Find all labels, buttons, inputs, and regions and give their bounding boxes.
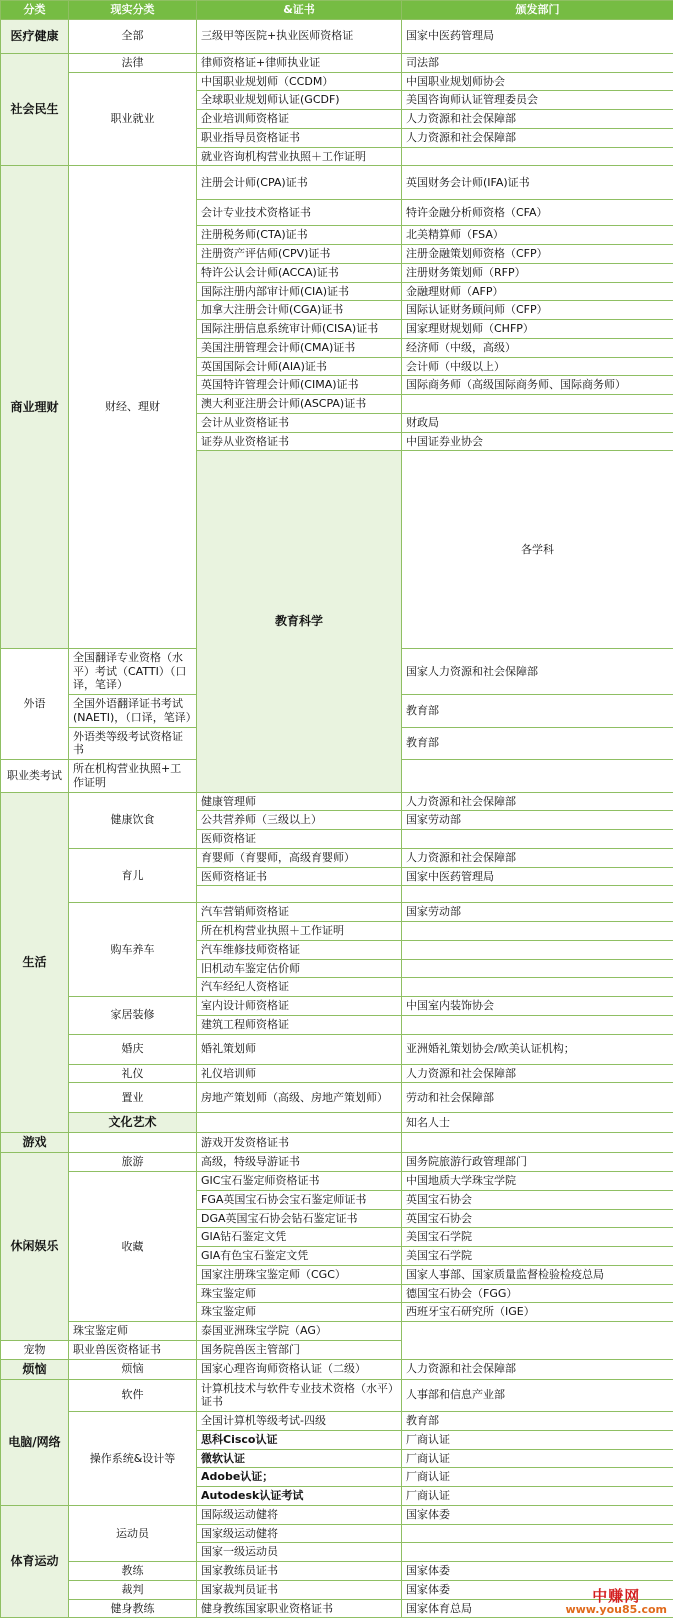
cell-certificate: 职业兽医资格证书 [69,1340,197,1359]
cell-issuer [402,830,673,849]
cell-certificate: 国家一级运动员 [197,1543,402,1562]
cell-certificate: 汽车经纪人资格证 [197,978,402,997]
cell-certificate: 健康管理师 [197,792,402,811]
cell-issuer: 国家劳动部 [402,903,673,922]
cell-issuer: 国务院兽医主管部门 [197,1340,402,1359]
cell-certificate: 英国特许管理会计师(CIMA)证书 [197,376,402,395]
watermark-site-name: 中赚网 [565,1588,667,1605]
cell-subcategory: 职业就业 [69,72,197,166]
cell-issuer: 英国宝石协会 [402,1190,673,1209]
cell-subcategory: 操作系统&设计等 [69,1412,197,1506]
table-row [1,1153,673,1172]
cell-subcategory: 旅游 [69,1153,197,1172]
cell-certificate [197,886,402,903]
table-row [1,1340,673,1359]
cell-certificate: 计算机技术与软件专业技术资格（水平）证书 [197,1379,402,1412]
cell-certificate: 旧机动车鉴定估价师 [197,959,402,978]
cell-subcategory [69,1133,197,1153]
cell-issuer: 国家体委 [402,1562,673,1581]
cell-issuer: 中国职业规划师协会 [402,72,673,91]
cell-certificate: 澳大利亚注册会计师(ASCPA)证书 [197,395,402,414]
column-header-category: 分类 [1,1,69,20]
cell-subcategory: 教练 [69,1562,197,1581]
cell-issuer: 人事部和信息产业部 [402,1379,673,1412]
cell-issuer: 教育部 [402,727,673,760]
cell-certificate: 加拿大注册会计师(CGA)证书 [197,301,402,320]
cell-issuer: 英国宝石协会 [402,1209,673,1228]
table-body [1,19,673,1618]
cell-certificate: 国家心理咨询师资格认证（二级） [197,1359,402,1379]
cell-certificate: GIA有色宝石鉴定文凭 [197,1247,402,1266]
cell-issuer [402,1543,673,1562]
cell-issuer: 德国宝石协会（FGG） [402,1284,673,1303]
cell-issuer: 注册金融策划师资格（CFP） [402,245,673,264]
cell-subcategory: 礼仪 [69,1064,197,1083]
cell-certificate: DGA英国宝石协会钻石鉴定证书 [197,1209,402,1228]
cell-certificate: 思科Cisco认证 [197,1430,402,1449]
table-row [1,903,673,922]
cell-issuer: 美国宝石学院 [402,1228,673,1247]
table-row [1,19,673,53]
cell-issuer: 国家劳动部 [402,811,673,830]
cell-issuer [402,922,673,941]
table-row [1,792,673,811]
cell-issuer: 国家体委 [402,1580,673,1599]
cell-issuer [402,1524,673,1543]
cell-issuer: 劳动和社会保障部 [402,1083,673,1113]
cell-issuer: 人力资源和社会保障部 [402,792,673,811]
cell-category: 社会民生 [1,53,69,166]
cell-issuer: 人力资源和社会保障部 [402,1064,673,1083]
cell-certificate: 高级，特级导游证书 [197,1153,402,1172]
cell-certificate: 三级甲等医院+执业医师资格证 [197,19,402,53]
table-row [1,72,673,91]
cell-certificate: 律师资格证+律师执业证 [197,53,402,72]
table-row [1,166,673,200]
cell-subcategory: 财经、理财 [69,166,197,649]
cell-certificate: FGA英国宝石协会宝石鉴定师证书 [197,1190,402,1209]
cell-issuer: 国家中医药管理局 [402,19,673,53]
cell-subcategory: 健康饮食 [69,792,197,848]
cell-issuer: 中国地质大学珠宝学院 [402,1172,673,1191]
cell-issuer: 教育部 [402,695,673,728]
cell-subcategory: 烦恼 [69,1359,197,1379]
cell-issuer: 经济师（中级，高级） [402,338,673,357]
cell-certificate: 汽车营销师资格证 [197,903,402,922]
cell-issuer: 厂商认证 [402,1487,673,1506]
cell-certificate: Adobe认证； [197,1468,402,1487]
cell-certificate: 国家教练员证书 [197,1562,402,1581]
cell-certificate: 珠宝鉴定师 [69,1322,197,1341]
watermark-url: www.you85.com [565,1604,667,1616]
cell-subcategory: 软件 [69,1379,197,1412]
cell-certificate: 珠宝鉴定师 [197,1284,402,1303]
cell-subcategory: 育儿 [69,848,197,903]
table-row [1,1412,673,1431]
cell-issuer: 中国室内装饰协会 [402,997,673,1016]
cell-certificate: 医师资格证 [197,830,402,849]
cell-certificate: 职业指导员资格证书 [197,128,402,147]
cell-certificate: 全国翻译专业资格（水平）考试（CATTI）（口译，笔译） [69,648,197,694]
cell-issuer: 中国证券业协会 [402,432,673,451]
table-row [1,1379,673,1412]
cell-subcategory: 外语 [1,648,69,759]
cell-issuer: 人力资源和社会保障部 [402,848,673,867]
cell-issuer: 国际商务师（高级国际商务师、国际商务师） [402,376,673,395]
cell-certificate: 国家裁判员证书 [197,1580,402,1599]
column-header-certificate: &证书 [197,1,402,20]
cell-certificate: 所在机构营业执照＋工作证明 [197,922,402,941]
cell-issuer: 国家体育总局 [402,1599,673,1618]
cell-category: 教育科学 [197,451,402,792]
cell-issuer [402,978,673,997]
cell-certificate: 就业咨询机构营业执照＋工作证明 [197,147,402,166]
cell-subcategory: 家居装修 [69,997,197,1035]
cell-issuer: 特许金融分析师资格（CFA） [402,200,673,226]
cell-certificate: 所在机构营业执照+工作证明 [69,760,197,793]
cell-certificate: Autodesk认证考试 [197,1487,402,1506]
column-header-subcategory: 现实分类 [69,1,197,20]
cell-certificate: 美国注册管理会计师(CMA)证书 [197,338,402,357]
cell-category: 生活 [1,792,69,1133]
cell-subcategory: 购车养车 [69,903,197,997]
table-row [1,1322,673,1341]
cell-issuer [402,395,673,414]
cell-certificate: 全球职业规划师认证(GCDF) [197,91,402,110]
cell-issuer: 厂商认证 [402,1468,673,1487]
cell-issuer: 泰国亚洲珠宝学院（AG） [197,1322,402,1341]
cell-certificate: 医师资格证书 [197,867,402,886]
table-row [1,1034,673,1064]
cell-certificate: 注册税务师(CTA)证书 [197,226,402,245]
cell-certificate: GIC宝石鉴定师资格证书 [197,1172,402,1191]
table-row [1,848,673,867]
table-row [1,1133,673,1153]
cell-issuer [402,940,673,959]
cell-certificate: 建筑工程师资格证 [197,1015,402,1034]
cell-subcategory: 运动员 [69,1505,197,1561]
cell-issuer [402,1015,673,1034]
cell-issuer: 国务院旅游行政管理部门 [402,1153,673,1172]
cell-subcategory: 裁判 [69,1580,197,1599]
cell-category: 医疗健康 [1,19,69,53]
cell-certificate: 全国计算机等级考试-四级 [197,1412,402,1431]
cell-issuer: 厂商认证 [402,1430,673,1449]
cell-certificate: 特许公认会计师(ACCA)证书 [197,263,402,282]
cell-certificate: 室内设计师资格证 [197,997,402,1016]
cell-issuer: 人力资源和社会保障部 [402,1359,673,1379]
cell-subcategory: 职业类考试 [1,760,69,793]
cell-certificate: 游戏开发资格证书 [197,1133,402,1153]
cell-issuer: 教育部 [402,1412,673,1431]
cell-certificate: 公共营养师（三级以上） [197,811,402,830]
cell-issuer: 人力资源和社会保障部 [402,110,673,129]
table-row [1,1562,673,1581]
cell-certificate: 育婴师（育婴师，高级育婴师） [197,848,402,867]
cell-subcategory: 健身教练 [69,1599,197,1618]
cell-certificate: 房地产策划师（高级、房地产策划师） [197,1083,402,1113]
cell-certificate: 外语类等级考试资格证书 [69,727,197,760]
cell-certificate: GIA钻石鉴定文凭 [197,1228,402,1247]
table-row [1,1505,673,1524]
cell-subcategory: 各学科 [402,451,673,649]
cell-issuer: 国家人力资源和社会保障部 [402,648,673,694]
cell-subcategory [197,1113,402,1133]
cell-category: 电脑/网络 [1,1379,69,1505]
cell-category: 游戏 [1,1133,69,1153]
cell-issuer: 北美精算师（FSA） [402,226,673,245]
table-row [1,1083,673,1113]
cell-issuer: 国家理财规划师（CHFP） [402,320,673,339]
cell-certificate: 证券从业资格证书 [197,432,402,451]
cell-issuer: 人力资源和社会保障部 [402,128,673,147]
cell-certificate: 国际注册内部审计师(CIA)证书 [197,282,402,301]
cell-certificate: 企业培训师资格证 [197,110,402,129]
cell-issuer: 金融理财师（AFP） [402,282,673,301]
cell-category: 文化艺术 [69,1113,197,1133]
cell-issuer: 司法部 [402,53,673,72]
cell-certificate: 健身教练国家职业资格证书 [197,1599,402,1618]
cell-category: 烦恼 [1,1359,69,1379]
table-header-row [1,1,673,20]
table-row [1,53,673,72]
cell-certificate: 英国国际会计师(AIA)证书 [197,357,402,376]
cell-subcategory: 置业 [69,1083,197,1113]
cell-certificate: 国家注册珠宝鉴定师（CGC） [197,1265,402,1284]
cell-issuer: 英国财务会计师(IFA)证书 [402,166,673,200]
cell-certificate: 注册会计师(CPA)证书 [197,166,402,200]
cell-subcategory: 收藏 [69,1172,197,1322]
table-row [1,997,673,1016]
cell-certificate: 国际级运动健将 [197,1505,402,1524]
cell-subcategory: 全部 [69,19,197,53]
cell-certificate: 珠宝鉴定师 [197,1303,402,1322]
cell-issuer: 国际认证财务顾问师（CFP） [402,301,673,320]
cell-issuer: 国家体委 [402,1505,673,1524]
cell-issuer: 国家中医药管理局 [402,867,673,886]
cell-certificate: 礼仪培训师 [197,1064,402,1083]
table-row [1,1359,673,1379]
table-row [1,1113,673,1133]
cell-issuer: 财政局 [402,413,673,432]
cell-category: 体育运动 [1,1505,69,1618]
cell-issuer [402,760,673,793]
cell-issuer: 厂商认证 [402,1449,673,1468]
cell-issuer: 注册财务策划师（RFP） [402,263,673,282]
cell-certificate: 知名人士 [402,1113,673,1133]
cell-issuer [402,886,673,903]
cell-certificate: 会计专业技术资格证书 [197,200,402,226]
table-row [1,1064,673,1083]
cell-certificate: 微软认证 [197,1449,402,1468]
column-header-issuer: 颁发部门 [402,1,673,20]
cell-category: 休闲娱乐 [1,1153,69,1341]
cell-issuer: 美国宝石学院 [402,1247,673,1266]
table-row [1,1172,673,1191]
cell-certificate: 全国外语翻译证书考试(NAETI)，（口译，笔译） [69,695,197,728]
cell-subcategory: 宠物 [1,1340,69,1359]
cell-certificate: 汽车维修技师资格证 [197,940,402,959]
cell-certificate: 国家级运动健将 [197,1524,402,1543]
cell-issuer [402,1133,673,1153]
cell-subcategory: 婚庆 [69,1034,197,1064]
cell-certificate: 会计从业资格证书 [197,413,402,432]
cell-certificate: 注册资产评估师(CPV)证书 [197,245,402,264]
cell-certificate: 中国职业规划师（CCDM） [197,72,402,91]
table-header [1,1,673,20]
table-row [1,1599,673,1618]
cell-issuer [402,959,673,978]
cell-certificate: 婚礼策划师 [197,1034,402,1064]
cell-certificate: 国际注册信息系统审计师(CISA)证书 [197,320,402,339]
table-row [1,1580,673,1599]
cell-subcategory: 法律 [69,53,197,72]
cell-issuer [402,147,673,166]
cell-issuer: 美国咨询师认证管理委员会 [402,91,673,110]
cell-issuer: 西班牙宝石研究所（IGE） [402,1303,673,1322]
cell-issuer: 国家人事部、国家质量监督检验检疫总局 [402,1265,673,1284]
cell-category: 商业理财 [1,166,69,649]
cell-issuer: 会计师（中级以上） [402,357,673,376]
cell-issuer: 亚洲婚礼策划协会/欧美认证机构； [402,1034,673,1064]
